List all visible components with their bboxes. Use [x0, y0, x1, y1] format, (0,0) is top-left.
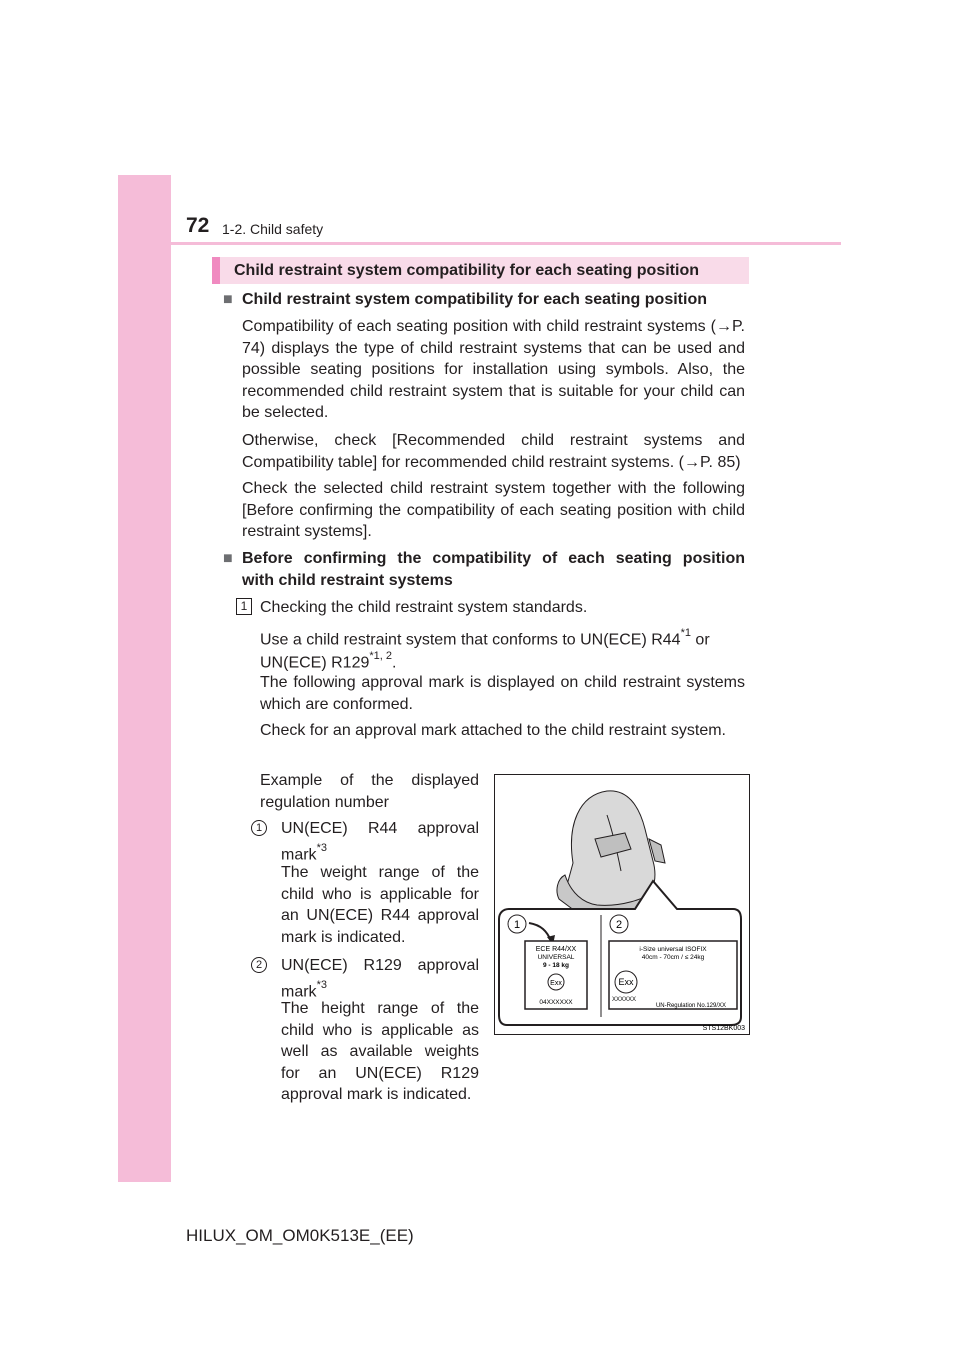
callout-number-1: 1 — [251, 820, 267, 836]
page-number: 72 — [186, 214, 210, 237]
label1-e-mark: Exx — [550, 980, 562, 987]
step-number-box: 1 — [236, 598, 252, 615]
label1-range: 9 - 18 kg — [542, 962, 570, 969]
header-rule — [118, 242, 841, 245]
example-intro: Example of the displayed regulation number — [260, 772, 479, 811]
paragraph: Compatibility of each seating position with child restraint systems (→P. 74) displays the type of child restraint systems that can be used and possible seating positions for installation using symbols. Also, the recommended child restraint system that is suitable for your child can be selected. — [242, 318, 745, 422]
paragraph: Otherwise, check [Recommended child restraint systems and Compatibility table] for recommended child restraint systems. (→P. 85) — [242, 432, 745, 471]
step-line: UN(ECE) R129$^{*1, 2}$. — [260, 650, 397, 672]
topic-title: Child restraint system compatibility for each seating position — [234, 262, 699, 279]
section-title: 1-2. Child safety — [222, 221, 324, 237]
footer-document-id: HILUX_OM_OM0K513E_(EE) — [186, 1226, 414, 1245]
square-bullet-icon: ■ — [223, 550, 233, 567]
square-bullet-icon: ■ — [223, 291, 233, 308]
section-heading-line2: with child restraint systems — [242, 572, 453, 589]
label1-universal: UNIVERSAL — [537, 954, 575, 961]
label2-range: 40cm - 70cm / ≤ 24kg — [641, 954, 705, 961]
step-paragraph: Check for an approval mark attached to the child restraint system. — [260, 722, 726, 739]
label2-code: XXXXXX — [611, 997, 637, 1003]
callout-number-2: 2 — [251, 957, 267, 973]
section-heading-compatibility: ■ Child restraint system compatibility for each seating position — [223, 289, 745, 311]
label2-title: i-Size universal ISOFIX — [639, 946, 707, 953]
figure-callout-2: 2 — [615, 919, 623, 931]
topic-title-box — [212, 257, 749, 284]
label2-e-mark: Exx — [618, 977, 634, 987]
example-item-label: UN(ECE) R44 approval mark$^{*3}$ — [281, 820, 479, 863]
example-item-desc: The height range of the child who is applicable as well as available weights for an UN(ECE) R129 approval mark is indicated. — [281, 1000, 479, 1104]
figure-code: STS12BK003 — [702, 1025, 745, 1032]
step-paragraph: The following approval mark is displayed on child restraint systems which are conformed. — [260, 674, 745, 713]
step-line: Use a child restraint system that conforms to UN(ECE) R44$^{*1}$ or — [260, 627, 710, 649]
step-title: Checking the child restraint system standards. — [260, 599, 588, 616]
label1-title: ECE R44/XX — [535, 946, 577, 953]
chapter-tab-bar — [118, 175, 171, 1182]
example-item-label: UN(ECE) R129 approval mark$^{*3}$ — [281, 957, 479, 1000]
section-heading-before-confirming: ■ Before confirming the compatibility of each seating position — [223, 548, 745, 570]
figure-callout-1: 1 — [513, 919, 521, 931]
example-item-desc: The weight range of the child who is applicable for an UN(ECE) R44 approval mark is indicated. — [281, 864, 479, 946]
approval-mark-figure — [494, 774, 750, 1035]
paragraph: Check the selected child restraint system together with the following [Before confirming the compatibility of each seating position with child restraint systems]. — [242, 480, 745, 541]
label2-regulation: UN-Regulation No.129/XX — [655, 1003, 727, 1009]
label1-code: 04XXXXXX — [539, 999, 573, 1006]
